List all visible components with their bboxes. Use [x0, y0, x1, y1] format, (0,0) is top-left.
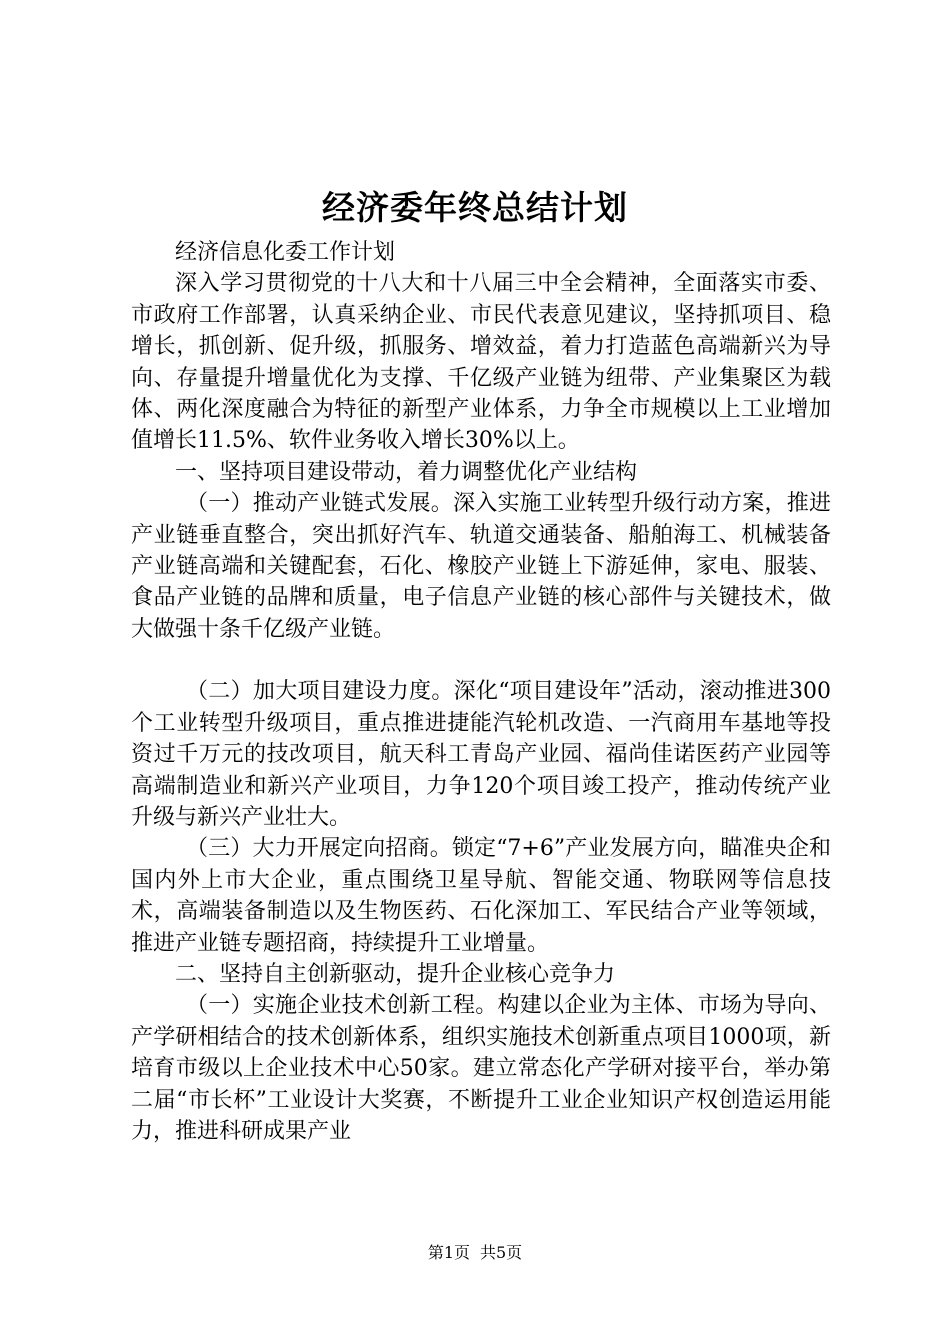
section-heading-1: 一、坚持项目建设带动，着力调整优化产业结构 — [175, 459, 638, 485]
paragraph-section1-item1: （一）推动产业链式发展。深入实施工业转型升级行动方案，推进产业链垂直整合，突出抓好汽车、轨道交通装备、船舶海工、机械装备产业链高端和关键配套，石化、橡胶产业链上下游延伸，家电、服装、食品产业链的品牌和质量，电子信息产业链的核心部件与关键技术，做大做强十条千亿级产业链。 — [131, 491, 831, 642]
page-number-total: 共5页 — [480, 1243, 523, 1262]
section-heading-2: 二、坚持自主创新驱动，提升企业核心竞争力 — [175, 961, 616, 987]
paragraph-section1-item2: （二）加大项目建设力度。深化“项目建设年”活动，滚动推进300个工业转型升级项目，重点推进捷能汽轮机改造、一汽商用车基地等投资过千万元的技改项目，航天科工青岛产业园、福尚佳诺医药产业园等高端制造业和新兴产业项目，力争120个项目竣工投产，推动传统产业升级与新兴产业壮大。 — [131, 679, 831, 830]
paragraph-section1-item3: （三）大力开展定向招商。锁定“7+6”产业发展方向，瞄准央企和国内外上市大企业，重点围绕卫星导航、智能交通、物联网等信息技术，高端装备制造以及生物医药、石化深加工、军民结合产业等领域，推进产业链专题招商，持续提升工业增量。 — [131, 836, 831, 956]
page-number-current: 第1页 — [427, 1243, 470, 1262]
paragraph-gap — [131, 645, 831, 676]
paragraph-intro: 深入学习贯彻党的十八大和十八届三中全会精神，全面落实市委、市政府工作部署，认真采纳企业、市民代表意见建议，坚持抓项目、稳增长，抓创新、促升级，抓服务、增效益，着力打造蓝色高端新兴为导向、存量提升增量优化为支撑、千亿级产业链为纽带、产业集聚区为载体、两化深度融合为特征的新型产业体系，力争全市规模以上工业增加值增长11.5%、软件业务收入增长30%以上。 — [131, 271, 831, 454]
document-title: 经济委年终总结计划 — [322, 188, 628, 227]
document-body — [131, 237, 831, 1147]
page-footer — [0, 1243, 950, 1263]
paragraph-section2-item1: （一）实施企业技术创新工程。构建以企业为主体、市场为导向、产学研相结合的技术创新体系，组织实施技术创新重点项目1000项，新培育市级以上企业技术中心50家。建立常态化产学研对接平台，举办第二届“市长杯”工业设计大奖赛，不断提升工业企业知识产权创造运用能力，推进科研成果产业 — [131, 993, 831, 1144]
document-subtitle: 经济信息化委工作计划 — [175, 240, 396, 265]
